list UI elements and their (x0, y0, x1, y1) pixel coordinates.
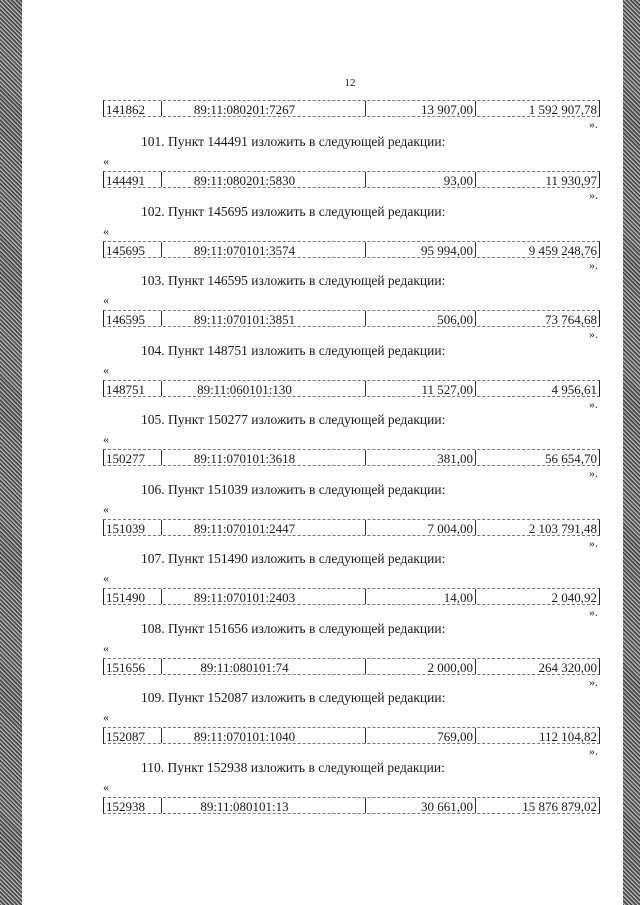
closing-quote: ». (589, 605, 598, 619)
table-row (103, 449, 600, 466)
opening-quote: « (103, 432, 109, 446)
opening-quote: « (103, 571, 109, 585)
table-row (103, 519, 600, 536)
amendment-instruction: 104. Пункт 148751 изложить в следующей редакции: (141, 342, 446, 358)
row-id: 151490 (104, 589, 162, 604)
row-id: 144491 (104, 172, 162, 187)
table-row (103, 310, 600, 327)
amendment-block (103, 131, 600, 201)
amendment-block (103, 687, 600, 757)
amendment-instruction: 106. Пункт 151039 изложить в следующей редакции: (141, 481, 446, 497)
row-value: 11 930,97 (545, 173, 597, 187)
document-body (103, 100, 600, 826)
amendment-instruction: 101. Пункт 144491 изложить в следующей редакции: (141, 134, 446, 149)
opening-quote: « (103, 293, 109, 307)
row-area: 11 527,00 (366, 381, 476, 396)
amendment-block (103, 548, 600, 618)
amendment-block (103, 479, 600, 549)
row-value: 2 103 791,48 (528, 520, 597, 535)
opening-quote: « (103, 640, 109, 655)
closing-quote: ». (589, 117, 598, 131)
amendment-block (103, 270, 600, 340)
row-id: 151039 (104, 520, 162, 535)
table-row (103, 588, 600, 605)
table-row (103, 797, 600, 814)
row-area: 30 661,00 (366, 798, 476, 813)
row-cadastral-number: 89:11:080101:74 (162, 659, 366, 674)
row-cadastral-number: 89:11:080201:7267 (162, 101, 366, 116)
amendment-block (103, 340, 600, 410)
row-id: 148751 (104, 381, 162, 396)
opening-quote: « (103, 501, 109, 516)
row-value: 264 320,00 (538, 659, 597, 674)
row-id: 141862 (104, 101, 162, 116)
scan-edge-right (623, 0, 640, 905)
row-value: 4 956,61 (551, 381, 597, 396)
row-cadastral-number: 89:11:080101:13 (162, 798, 366, 813)
closing-quote: ». (589, 674, 598, 689)
row-area: 93,00 (366, 172, 476, 187)
page-number: 12 (344, 77, 356, 89)
row-area: 506,00 (366, 311, 476, 326)
opening-quote: « (103, 710, 109, 724)
row-cadastral-number: 89:11:070101:3574 (162, 242, 366, 257)
opening-quote: « (103, 362, 109, 377)
table-row (103, 727, 600, 744)
row-value: 15 876 879,02 (522, 798, 597, 813)
opening-quote: « (103, 779, 109, 794)
amendment-instruction: 110. Пункт 152938 изложить в следующей редакции: (141, 759, 445, 775)
row-area: 95 994,00 (366, 242, 476, 257)
amendment-list (103, 131, 600, 826)
row-value: 1 592 907,78 (528, 102, 597, 116)
closing-quote: ». (589, 257, 598, 272)
row-id: 146595 (104, 311, 162, 326)
row-id: 150277 (104, 450, 162, 465)
amendment-block (103, 757, 600, 827)
row-area: 13 907,00 (366, 101, 476, 116)
closing-quote: ». (589, 744, 598, 758)
amendment-block (103, 618, 600, 688)
row-value: 73 764,68 (545, 312, 597, 326)
amendment-instruction: 102. Пункт 145695 изложить в следующей редакции: (141, 203, 446, 219)
amendment-instruction: 107. Пункт 151490 изложить в следующей редакции: (141, 551, 446, 566)
row-area: 14,00 (366, 589, 476, 604)
row-area: 7 004,00 (366, 520, 476, 535)
row-cadastral-number: 89:11:070101:3851 (162, 311, 366, 326)
row-value: 112 104,82 (538, 729, 597, 743)
row-area: 2 000,00 (366, 659, 476, 674)
table-row (103, 241, 600, 258)
opening-quote: « (103, 154, 109, 168)
amendment-instruction: 103. Пункт 146595 изложить в следующей редакции: (141, 273, 446, 288)
row-cadastral-number: 89:11:070101:2403 (162, 589, 366, 604)
amendment-block (103, 409, 600, 479)
amendment-block (103, 201, 600, 271)
row-area: 381,00 (366, 450, 476, 465)
closing-quote: ». (589, 188, 598, 202)
row-id: 151656 (104, 659, 162, 674)
row-value: 2 040,92 (551, 590, 597, 604)
row-value: 9 459 248,76 (528, 242, 597, 257)
closing-quote: ». (589, 327, 598, 341)
row-id: 152938 (104, 798, 162, 813)
row-id: 152087 (104, 728, 162, 743)
opening-quote: « (103, 223, 109, 238)
row-cadastral-number: 89:11:080201:5830 (162, 172, 366, 187)
row-cadastral-number: 89:11:070101:1040 (162, 728, 366, 743)
row-cadastral-number: 89:11:070101:3618 (162, 450, 366, 465)
table-row (103, 380, 600, 397)
amendment-instruction: 105. Пункт 150277 изложить в следующей редакции: (141, 412, 446, 427)
row-cadastral-number: 89:11:060101:130 (162, 381, 366, 396)
row-cadastral-number: 89:11:070101:2447 (162, 520, 366, 535)
amendment-instruction: 109. Пункт 152087 изложить в следующей редакции: (141, 690, 446, 705)
closing-quote: ». (589, 466, 598, 480)
row-area: 769,00 (366, 728, 476, 743)
table-row (103, 658, 600, 675)
row-value: 56 654,70 (545, 451, 597, 465)
table-row (103, 100, 600, 117)
scan-edge-left (0, 0, 22, 905)
row-id: 145695 (104, 242, 162, 257)
amendment-instruction: 108. Пункт 151656 изложить в следующей редакции: (141, 620, 446, 636)
closing-quote: ». (589, 396, 598, 411)
table-row (103, 171, 600, 188)
closing-quote: ». (589, 535, 598, 550)
